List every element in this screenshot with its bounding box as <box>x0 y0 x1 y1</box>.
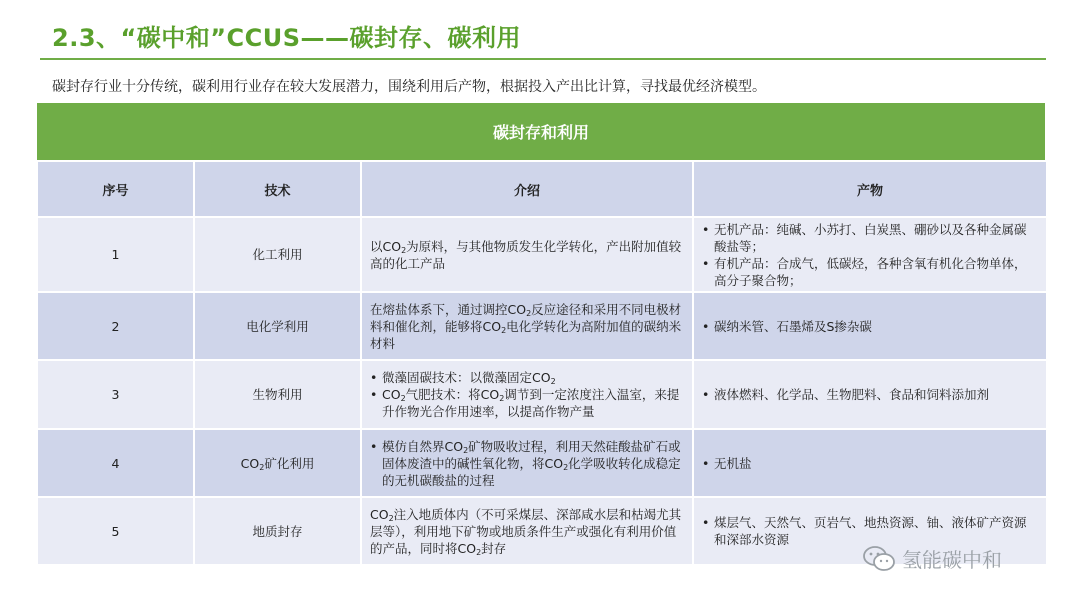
page-subtitle: 碳封存行业十分传统，碳利用行业存在较大发展潜力，围绕利用后产物，根据投入产出比计算，寻找最优经济模型。 <box>52 79 766 95</box>
watermark <box>862 544 1002 573</box>
row-intro: 在熔盐体系下，通过调控$CO_2$反应途径和采用不同电极材料和催化剂，能够将$CO_2$电化学转化为高附加值的碳纳米材料 <box>362 293 692 359</box>
row-products <box>694 430 1046 496</box>
row-intro: $CO_2$注入地质体内（不可采煤层、深部咸水层和枯竭尤其层等），利用地下矿物或地质条件生产或强化有利用价值的产品，同时将$CO_2$封存 <box>362 498 692 564</box>
col-header-products: 产物 <box>694 162 1046 216</box>
table-row <box>38 430 1046 496</box>
table-banner: 碳封存和利用 <box>37 103 1045 160</box>
row-num: 3 <box>38 361 193 428</box>
col-header-num: 序号 <box>38 162 193 216</box>
list-item: • 煤层气、天然气、页岩气、地热资源、铀、液体矿产资源和深部水资源 <box>714 514 1036 548</box>
col-header-tech: 技术 <box>195 162 360 216</box>
row-tech: 电化学利用 <box>195 293 360 359</box>
wechat-icon <box>862 545 896 573</box>
row-tech: 生物利用 <box>195 361 360 428</box>
table-row <box>38 218 1046 291</box>
row-products <box>694 218 1046 291</box>
list-item: • 无机盐 <box>714 455 1036 472</box>
ccus-table <box>37 103 1045 566</box>
row-num: 2 <box>38 293 193 359</box>
row-intro <box>362 361 692 428</box>
data-table <box>36 160 1048 566</box>
title-divider <box>40 58 1046 60</box>
header-row <box>38 162 1046 216</box>
list-item: • 有机产品：合成气，低碳烃，各种含氧有机化合物单体，高分子聚合物； <box>714 255 1036 289</box>
row-num: 5 <box>38 498 193 564</box>
list-item: • 碳纳米管、石墨烯及S掺杂碳 <box>714 318 1036 335</box>
row-num: 4 <box>38 430 193 496</box>
row-tech: 化工利用 <box>195 218 360 291</box>
row-tech: 地质封存 <box>195 498 360 564</box>
page-title: 2.3、“碳中和”CCUS——碳封存、碳利用 <box>52 24 522 52</box>
row-intro: 以$CO_2$为原料，与其他物质发生化学转化，产出附加值较高的化工产品 <box>362 218 692 291</box>
row-intro <box>362 430 692 496</box>
table-row <box>38 361 1046 428</box>
col-header-intro: 介绍 <box>362 162 692 216</box>
watermark-text: 氢能碳中和 <box>902 548 1002 572</box>
list-item: • 模仿自然界$CO_2$矿物吸收过程，利用天然硅酸盐矿石或固体废渣中的碱性氧化物，将$CO_2$化学吸收转化成稳定的无机碳酸盐的过程 <box>382 438 682 489</box>
row-products <box>694 293 1046 359</box>
list-item: • 微藻固碳技术：以微藻固定$CO_2$ <box>382 369 682 386</box>
row-products <box>694 361 1046 428</box>
table-row <box>38 293 1046 359</box>
list-item: • $CO_2$气肥技术：将$CO_2$调节到一定浓度注入温室，来提升作物光合作用速率，以提高作物产量 <box>382 386 682 420</box>
row-tech: $CO_2$矿化利用 <box>195 430 360 496</box>
row-num: 1 <box>38 218 193 291</box>
list-item: • 无机产品：纯碱、小苏打、白炭黑、硼砂以及各种金属碳酸盐等； <box>714 221 1036 255</box>
list-item: • 液体燃料、化学品、生物肥料、食品和饲料添加剂 <box>714 386 1036 403</box>
